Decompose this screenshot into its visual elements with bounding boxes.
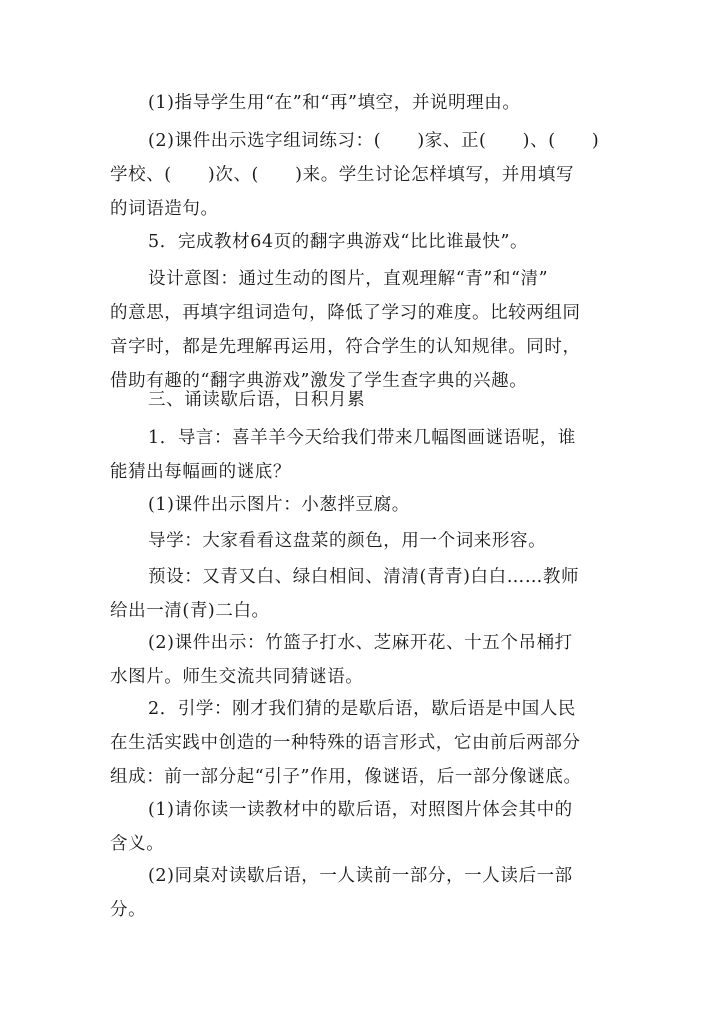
text-line: 借助有趣的“翻字典游戏”激发了学生查字典的兴趣。 [110, 371, 528, 391]
text-line: 水图片。师生交流共同猜谜语。 [110, 667, 364, 687]
text-line: (2)同桌对读歇后语，一人读前一部分，一人读后一部 [148, 866, 573, 886]
text-line: 给出一清(青)二白。 [110, 601, 270, 621]
text-line: 的意思，再填字组词造句，降低了学习的难度。比较两组同 [110, 303, 581, 323]
paragraph-1 [110, 86, 620, 120]
paragraph-6 [110, 421, 620, 489]
text-line: 组成：前一部分起“引子”作用，像谜语，后一部分像谜底。 [110, 767, 582, 787]
paragraph-11 [110, 692, 620, 794]
paragraph-2 [110, 124, 620, 226]
text-line: 含义。 [110, 834, 165, 854]
text-line: 1．导言：喜羊羊今天给我们带来几幅图画谜语呢，谁 [148, 428, 577, 448]
section-heading [110, 383, 620, 417]
paragraph-10 [110, 626, 620, 694]
text-line: 能猜出每幅画的谜底？ [110, 462, 291, 482]
text-line: (2)课件出示选字组词练习：( )家、正( )、( ) [148, 131, 600, 151]
paragraph-4 [110, 262, 620, 398]
text-line: 学校、( )次、( )来。学生讨论怎样填写，并用填写 [110, 165, 575, 185]
paragraph-13 [110, 859, 620, 927]
text-line: 的词语造句。 [110, 199, 219, 219]
text-line: (1)指导学生用“在”和“再”填空，并说明理由。 [148, 93, 521, 113]
text-line: 预设：又青又白、绿白相间、清清(青青)白白……教师 [148, 567, 580, 587]
paragraph-12 [110, 793, 620, 861]
text-line: 三、诵读歇后语，日积月累 [148, 390, 366, 410]
text-line: 5．完成教材64页的翻字典游戏“比比谁最快”。 [148, 232, 529, 252]
text-line: 设计意图：通过生动的图片，直观理解“青”和“清” [148, 269, 549, 289]
text-line: 2．引学：刚才我们猜的是歇后语，歇后语是中国人民 [148, 699, 577, 719]
paragraph-9 [110, 560, 620, 628]
text-line: 分。 [110, 900, 147, 920]
text-line: (2)课件出示：竹篮子打水、芝麻开花、十五个吊桶打 [148, 633, 573, 653]
text-line: 音字时，都是先理解再运用，符合学生的认知规律。同时， [110, 337, 581, 357]
paragraph-3 [110, 225, 620, 259]
paragraph-8 [110, 524, 620, 558]
text-line: 在生活实践中创造的一种特殊的语言形式，它由前后两部分 [110, 733, 581, 753]
paragraph-7 [110, 488, 620, 522]
text-line: 导学：大家看看这盘菜的颜色，用一个词来形容。 [148, 531, 547, 551]
text-line: (1)课件出示图片：小葱拌豆腐。 [148, 495, 410, 515]
text-line: (1)请你读一读教材中的歇后语，对照图片体会其中的 [148, 800, 573, 820]
